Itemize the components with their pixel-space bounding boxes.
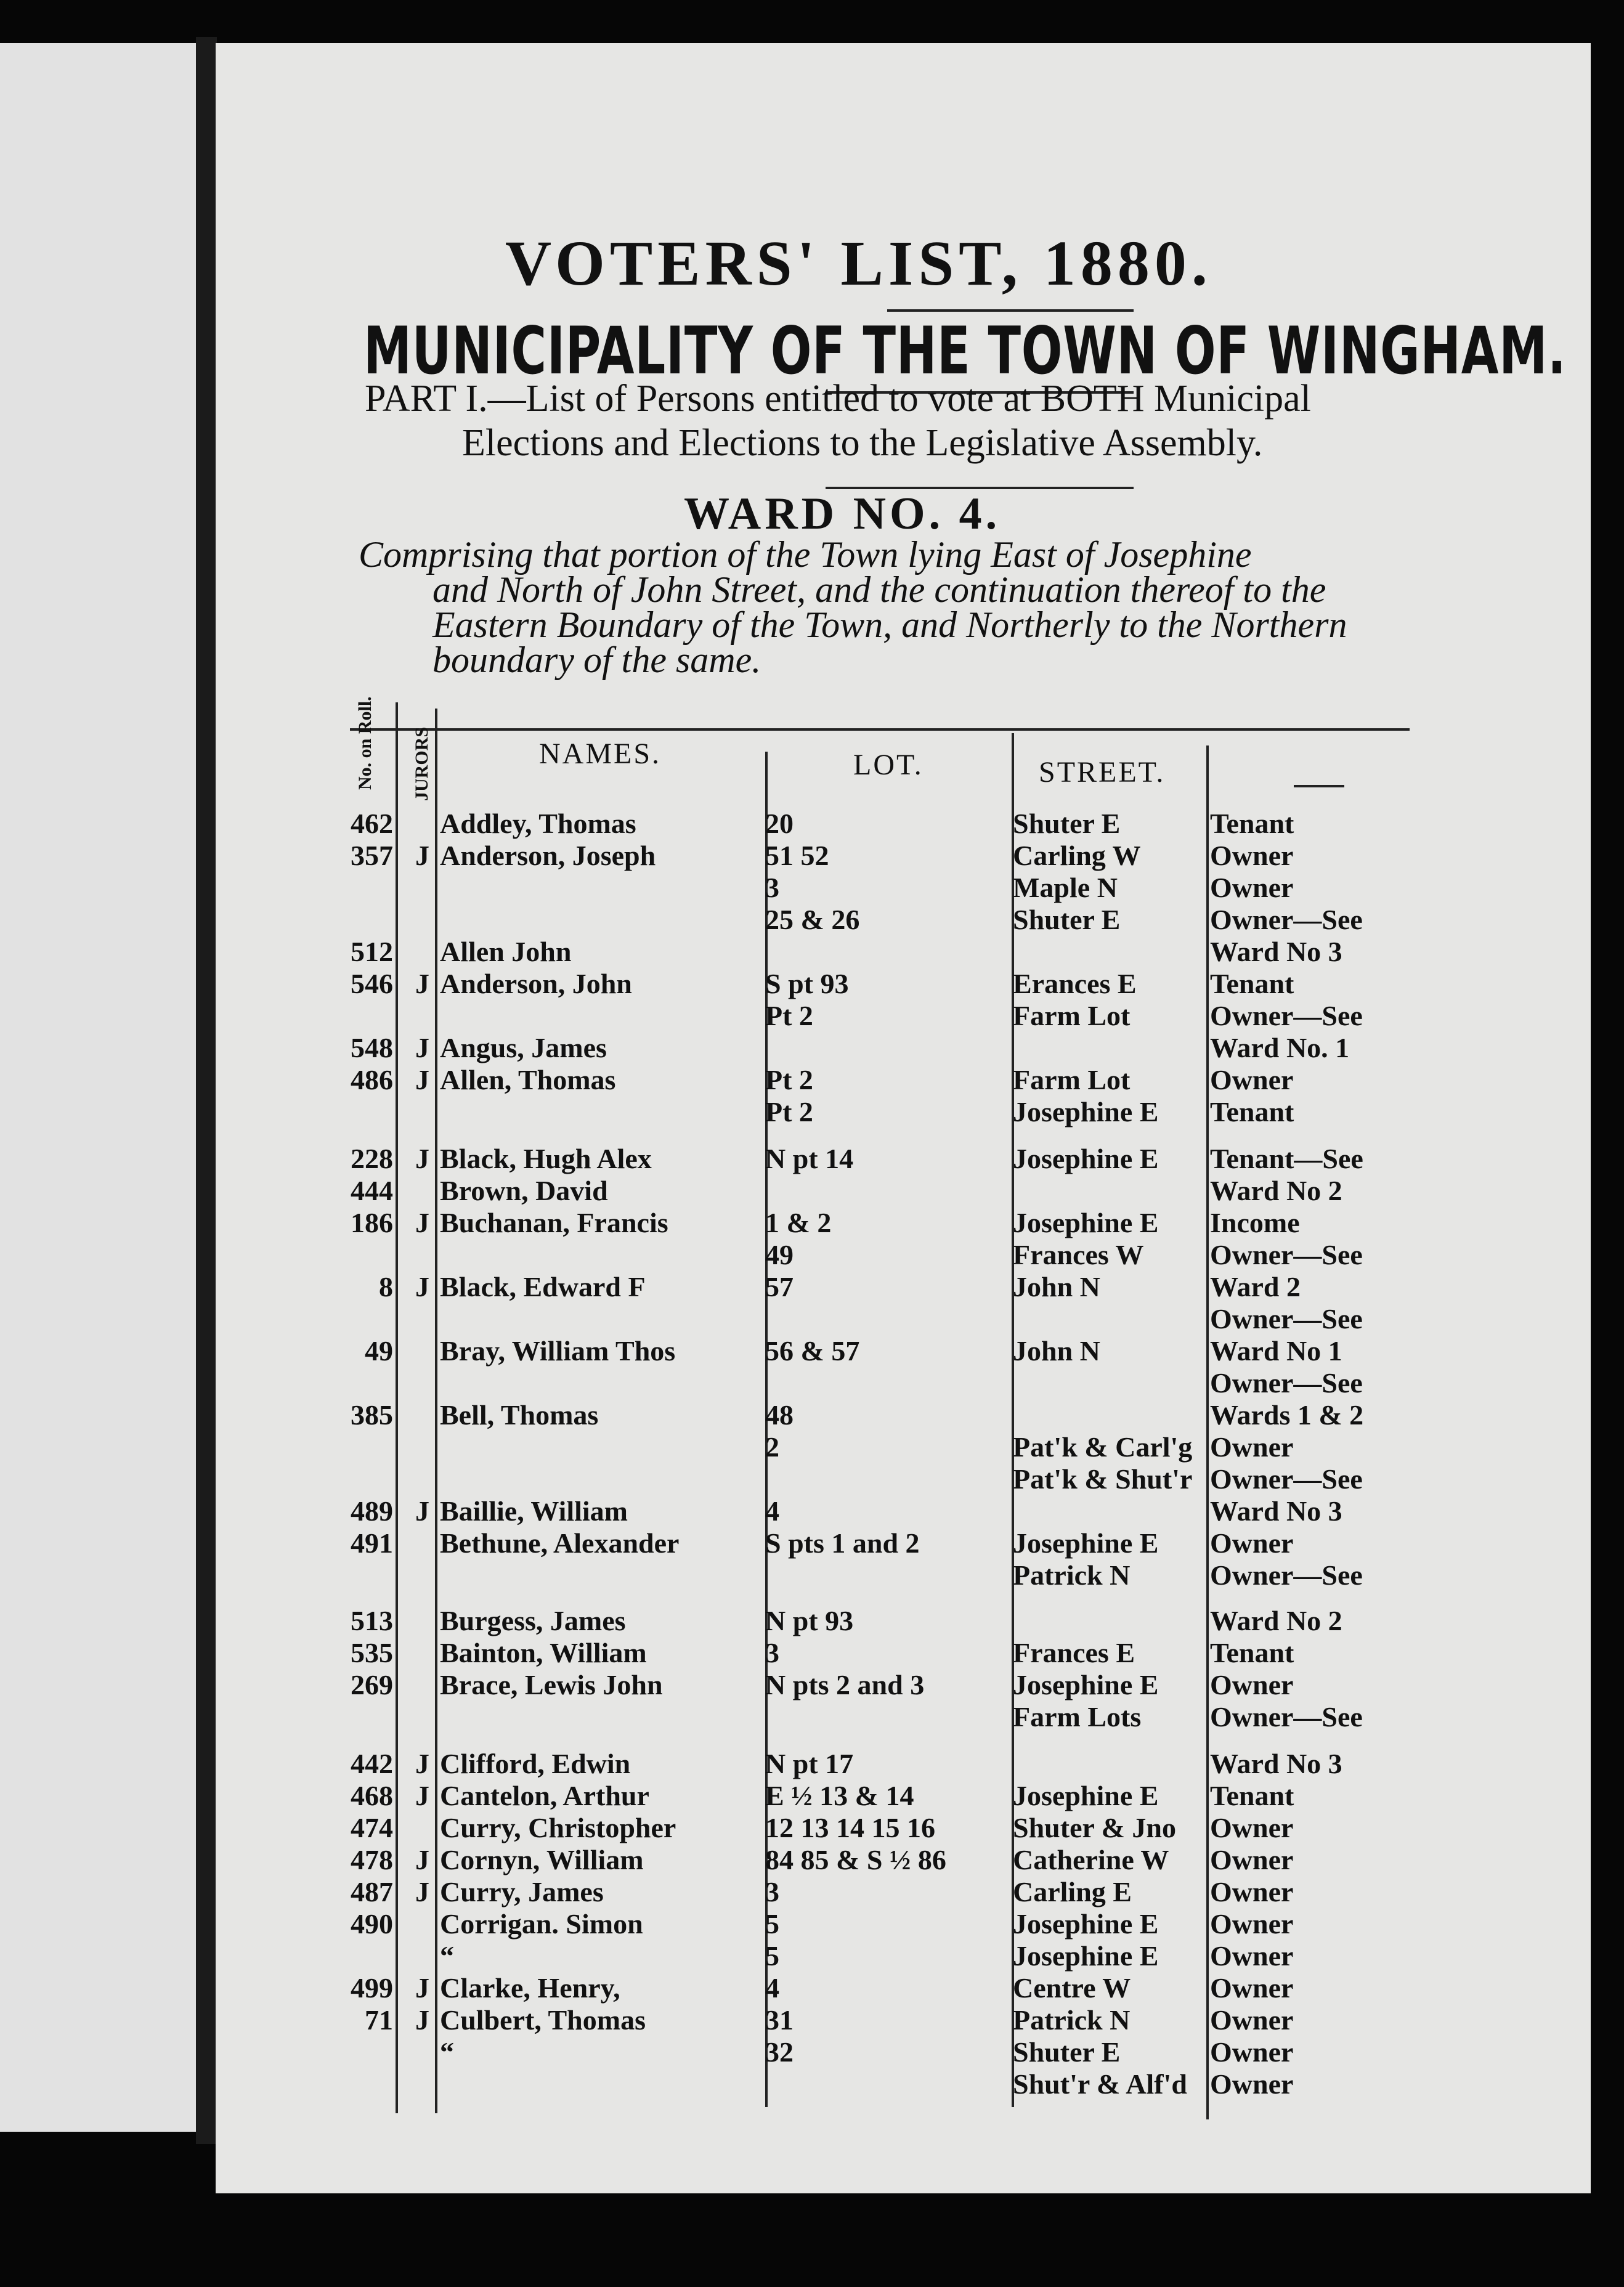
row-28-status: Ward No 3 [1210,1748,1342,1779]
row-8-status: Owner [1210,1064,1294,1095]
row-12-j: J [415,1207,429,1238]
row-35-name: Clarke, Henry, [440,1972,620,2004]
row-24-lot: N pt 93 [765,1605,854,1636]
row-13-street: Frances W [1013,1239,1144,1270]
description-line-3: Eastern Boundary of the Town, and Northerly to the Northern [432,604,1347,645]
row-18-lot: 48 [765,1399,794,1431]
row-31-j: J [415,1844,429,1875]
row-32-lot: 3 [765,1876,779,1907]
row-14-name: Black, Edward F [440,1271,646,1302]
row-1-lot: 51 52 [765,840,829,871]
header-street: STREET. [1039,756,1166,789]
row-25-status: Tenant [1210,1637,1294,1668]
row-7-name: Angus, James [440,1032,607,1063]
row-34-status: Owner [1210,1940,1294,1972]
row-3-street: Shuter E [1013,904,1121,935]
row-22-status: Owner [1210,1527,1294,1559]
row-14-lot: 57 [765,1271,794,1302]
row-35-street: Centre W [1013,1972,1131,2004]
row-4-status: Ward No 3 [1210,936,1342,967]
row-17-status: Owner—See [1210,1367,1363,1399]
row-16-status: Ward No 1 [1210,1335,1342,1367]
row-22-roll: 491 [351,1527,393,1559]
row-28-lot: N pt 17 [765,1748,854,1779]
row-7-j: J [415,1032,429,1063]
row-5-lot: S pt 93 [765,968,849,999]
row-8-name: Allen, Thomas [440,1064,616,1095]
row-33-roll: 490 [351,1908,393,1940]
left-facing-page [0,43,216,2132]
row-10-street: Josephine E [1013,1143,1159,1174]
row-31-status: Owner [1210,1844,1294,1875]
row-36-street: Patrick N [1013,2004,1131,2036]
part-line-1: PART I.—List of Persons entitled to vote at BOTH Municipal [365,378,1311,420]
row-8-roll: 486 [351,1064,393,1095]
row-24-status: Ward No 2 [1210,1605,1342,1636]
row-10-lot: N pt 14 [765,1143,854,1174]
row-6-lot: Pt 2 [765,1000,813,1031]
row-13-lot: 49 [765,1239,794,1270]
row-11-roll: 444 [351,1175,393,1206]
part-line-2: Elections and Elections to the Legislative Assembly. [462,422,1263,464]
row-12-status: Income [1210,1207,1300,1238]
row-0-roll: 462 [351,808,393,839]
row-12-roll: 186 [351,1207,393,1238]
row-33-status: Owner [1210,1908,1294,1940]
row-10-roll: 228 [351,1143,393,1174]
row-6-status: Owner—See [1210,1000,1363,1031]
row-10-status: Tenant—See [1210,1143,1363,1174]
row-21-roll: 489 [351,1495,393,1527]
row-14-status: Ward 2 [1210,1271,1301,1302]
row-18-name: Bell, Thomas [440,1399,599,1431]
row-8-lot: Pt 2 [765,1064,813,1095]
row-29-street: Josephine E [1013,1780,1159,1811]
row-29-name: Cantelon, Arthur [440,1780,649,1811]
row-31-name: Cornyn, William [440,1844,644,1875]
row-16-roll: 49 [365,1335,393,1367]
header-roll: No. on Roll. [355,696,375,790]
row-33-street: Josephine E [1013,1908,1159,1940]
row-38-status: Owner [1210,2068,1294,2100]
row-28-j: J [415,1748,429,1779]
ward-heading: WARD NO. 4. [684,489,1001,539]
row-35-lot: 4 [765,1972,779,2004]
row-9-status: Tenant [1210,1096,1294,1127]
book-gutter [196,37,217,2144]
description-line-2: and North of John Street, and the continuation thereof to the [432,569,1326,610]
row-36-j: J [415,2004,429,2036]
row-27-status: Owner—See [1210,1701,1363,1733]
row-3-lot: 25 & 26 [765,904,860,935]
row-30-roll: 474 [351,1812,393,1843]
row-32-status: Owner [1210,1876,1294,1907]
row-7-roll: 548 [351,1032,393,1063]
row-5-roll: 546 [351,968,393,999]
row-25-roll: 535 [351,1637,393,1668]
row-33-lot: 5 [765,1908,779,1940]
row-21-status: Ward No 3 [1210,1495,1342,1527]
row-26-status: Owner [1210,1669,1294,1700]
row-4-roll: 512 [351,936,393,967]
row-22-street: Josephine E [1013,1527,1159,1559]
row-19-status: Owner [1210,1431,1294,1463]
row-12-name: Buchanan, Francis [440,1207,668,1238]
row-19-lot: 2 [765,1431,779,1463]
row-29-status: Tenant [1210,1780,1294,1811]
row-38-street: Shut'r & Alf'd [1013,2068,1187,2100]
row-7-status: Ward No. 1 [1210,1032,1350,1063]
row-5-j: J [415,968,429,999]
column-rule-street [1206,745,1209,2119]
row-11-status: Ward No 2 [1210,1175,1342,1206]
row-26-name: Brace, Lewis John [440,1669,663,1700]
row-31-roll: 478 [351,1844,393,1875]
row-14-j: J [415,1271,429,1302]
row-29-roll: 468 [351,1780,393,1811]
row-2-street: Maple N [1013,872,1118,903]
row-20-street: Pat'k & Shut'r [1013,1463,1193,1495]
row-1-street: Carling W [1013,840,1141,871]
row-32-street: Carling E [1013,1876,1132,1907]
row-37-status: Owner [1210,2036,1294,2068]
row-20-status: Owner—See [1210,1463,1363,1495]
header-lot: LOT. [853,749,924,781]
row-22-name: Bethune, Alexander [440,1527,680,1559]
row-3-status: Owner—See [1210,904,1363,935]
title-rule [887,309,1134,312]
row-21-j: J [415,1495,429,1527]
row-8-j: J [415,1064,429,1095]
row-30-street: Shuter & Jno [1013,1812,1176,1843]
row-24-name: Burgess, James [440,1605,626,1636]
description-line-4: boundary of the same. [432,640,761,680]
row-30-status: Owner [1210,1812,1294,1843]
row-14-roll: 8 [379,1271,393,1302]
row-26-roll: 269 [351,1669,393,1700]
row-4-name: Allen John [440,936,572,967]
row-28-name: Clifford, Edwin [440,1748,631,1779]
row-2-lot: 3 [765,872,779,903]
row-9-street: Josephine E [1013,1096,1159,1127]
row-35-j: J [415,1972,429,2004]
row-12-street: Josephine E [1013,1207,1159,1238]
row-0-status: Tenant [1210,808,1294,839]
row-1-j: J [415,840,429,871]
row-34-lot: 5 [765,1940,779,1972]
row-16-name: Bray, William Thos [440,1335,676,1367]
row-9-lot: Pt 2 [765,1096,813,1127]
row-19-street: Pat'k & Carl'g [1013,1431,1193,1463]
row-27-street: Farm Lots [1013,1701,1142,1733]
table-top-rule [350,728,1410,731]
row-36-lot: 31 [765,2004,794,2036]
row-30-lot: 12 13 14 15 16 [765,1812,935,1843]
row-25-street: Frances E [1013,1637,1135,1668]
row-14-street: John N [1013,1271,1100,1302]
municipality-heading: MUNICIPALITY OF THE TOWN OF WINGHAM. [363,313,1567,389]
row-22-lot: S pts 1 and 2 [765,1527,920,1559]
row-2-status: Owner [1210,872,1294,903]
row-34-name: “ [440,1940,454,1972]
row-0-street: Shuter E [1013,808,1121,839]
row-5-status: Tenant [1210,968,1294,999]
row-29-lot: E ½ 13 & 14 [765,1780,914,1811]
row-33-name: Corrigan. Simon [440,1908,643,1940]
row-12-lot: 1 & 2 [765,1207,832,1238]
row-31-street: Catherine W [1013,1844,1169,1875]
row-15-status: Owner—See [1210,1303,1363,1334]
row-35-status: Owner [1210,1972,1294,2004]
header-jurors: JURORS [412,726,432,801]
row-23-status: Owner—See [1210,1559,1363,1591]
row-37-name: “ [440,2036,454,2068]
row-36-status: Owner [1210,2004,1294,2036]
row-37-lot: 32 [765,2036,794,2068]
row-5-name: Anderson, John [440,968,632,999]
row-29-j: J [415,1780,429,1811]
column-rule-jurors [435,709,437,2113]
row-10-j: J [415,1143,429,1174]
row-32-j: J [415,1876,429,1907]
row-31-lot: 84 85 & S ½ 86 [765,1844,946,1875]
row-21-name: Baillie, William [440,1495,628,1527]
row-21-lot: 4 [765,1495,779,1527]
row-18-roll: 385 [351,1399,393,1431]
row-1-name: Anderson, Joseph [440,840,656,871]
row-36-name: Culbert, Thomas [440,2004,646,2036]
header-status [1294,785,1344,787]
row-1-status: Owner [1210,840,1294,871]
column-rule-roll [396,702,398,2113]
header-names: NAMES. [539,737,662,770]
row-5-street: Erances E [1013,968,1137,999]
document-title: VOTERS' LIST, 1880. [505,228,1212,299]
row-25-lot: 3 [765,1637,779,1668]
row-8-street: Farm Lot [1013,1064,1131,1095]
row-0-name: Addley, Thomas [440,808,636,839]
row-34-street: Josephine E [1013,1940,1159,1972]
row-18-status: Wards 1 & 2 [1210,1399,1364,1431]
row-11-name: Brown, David [440,1175,608,1206]
row-26-street: Josephine E [1013,1669,1159,1700]
row-25-name: Bainton, William [440,1637,647,1668]
row-6-street: Farm Lot [1013,1000,1131,1031]
row-24-roll: 513 [351,1605,393,1636]
row-16-lot: 56 & 57 [765,1335,860,1367]
row-26-lot: N pts 2 and 3 [765,1669,925,1700]
row-32-roll: 487 [351,1876,393,1907]
row-1-roll: 357 [351,840,393,871]
row-36-roll: 71 [365,2004,393,2036]
row-0-lot: 20 [765,808,794,839]
description-line-1: Comprising that portion of the Town lying East of Josephine [359,534,1252,575]
row-30-name: Curry, Christopher [440,1812,676,1843]
row-32-name: Curry, James [440,1876,604,1907]
row-28-roll: 442 [351,1748,393,1779]
row-23-street: Patrick N [1013,1559,1131,1591]
row-16-street: John N [1013,1335,1100,1367]
row-10-name: Black, Hugh Alex [440,1143,652,1174]
row-13-status: Owner—See [1210,1239,1363,1270]
row-37-street: Shuter E [1013,2036,1121,2068]
row-35-roll: 499 [351,1972,393,2004]
